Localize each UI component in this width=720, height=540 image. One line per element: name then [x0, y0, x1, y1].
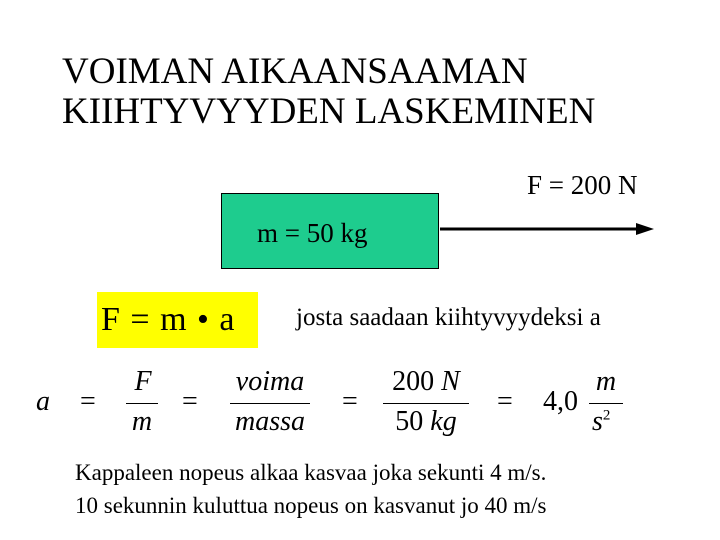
frac3-num-value: 200 [392, 366, 435, 397]
frac1-denominator: m [131, 406, 153, 437]
unit-numerator: m [595, 366, 617, 397]
frac3-numerator [383, 366, 469, 398]
frac3-denominator [383, 406, 469, 438]
arrow-head [636, 223, 654, 235]
eq-sign-1: = [80, 386, 96, 417]
explanation-line-2: 10 sekunnin kuluttua nopeus on kasvanut jo 40 m/s [75, 493, 547, 518]
frac1-numerator: F [134, 366, 152, 397]
frac2-line [230, 403, 310, 404]
frac3-line [383, 403, 469, 404]
page-title [62, 52, 702, 132]
force-label: F = 200 N [527, 170, 638, 200]
unit-denominator [592, 406, 610, 438]
eq-sign-4: = [497, 386, 513, 417]
frac3-den-value: 50 [395, 406, 424, 437]
frac2-denominator: massa [234, 406, 305, 437]
followup-text: josta saadaan kiihtyvyydeksi a [296, 304, 601, 331]
frac1-line [126, 403, 158, 404]
title-line-2: KIIHTYVYYDEN LASKEMINEN [62, 91, 596, 132]
eq-sign-2: = [182, 386, 198, 417]
force-arrow-icon [440, 220, 660, 240]
frac3-num-unit: N [441, 366, 460, 397]
title-line-1: VOIMAN AIKAANSAAMAN [62, 51, 528, 92]
formula-text: F = m • a [101, 301, 236, 338]
frac2-numerator: voima [235, 366, 305, 397]
eq-sign-3: = [342, 386, 358, 417]
explanation-line-1: Kappaleen nopeus alkaa kasvaa joka sekunti 4 m/s. [75, 460, 547, 485]
eq-lhs: a [36, 386, 50, 417]
unit-line [589, 403, 623, 404]
explanation-text [75, 456, 546, 522]
unit-den-base: s [592, 406, 603, 437]
eq-result: 4,0 [543, 386, 578, 417]
mass-label: m = 50 kg [257, 218, 368, 248]
frac3-den-unit: kg [430, 406, 457, 437]
unit-den-exponent: 2 [602, 407, 611, 424]
